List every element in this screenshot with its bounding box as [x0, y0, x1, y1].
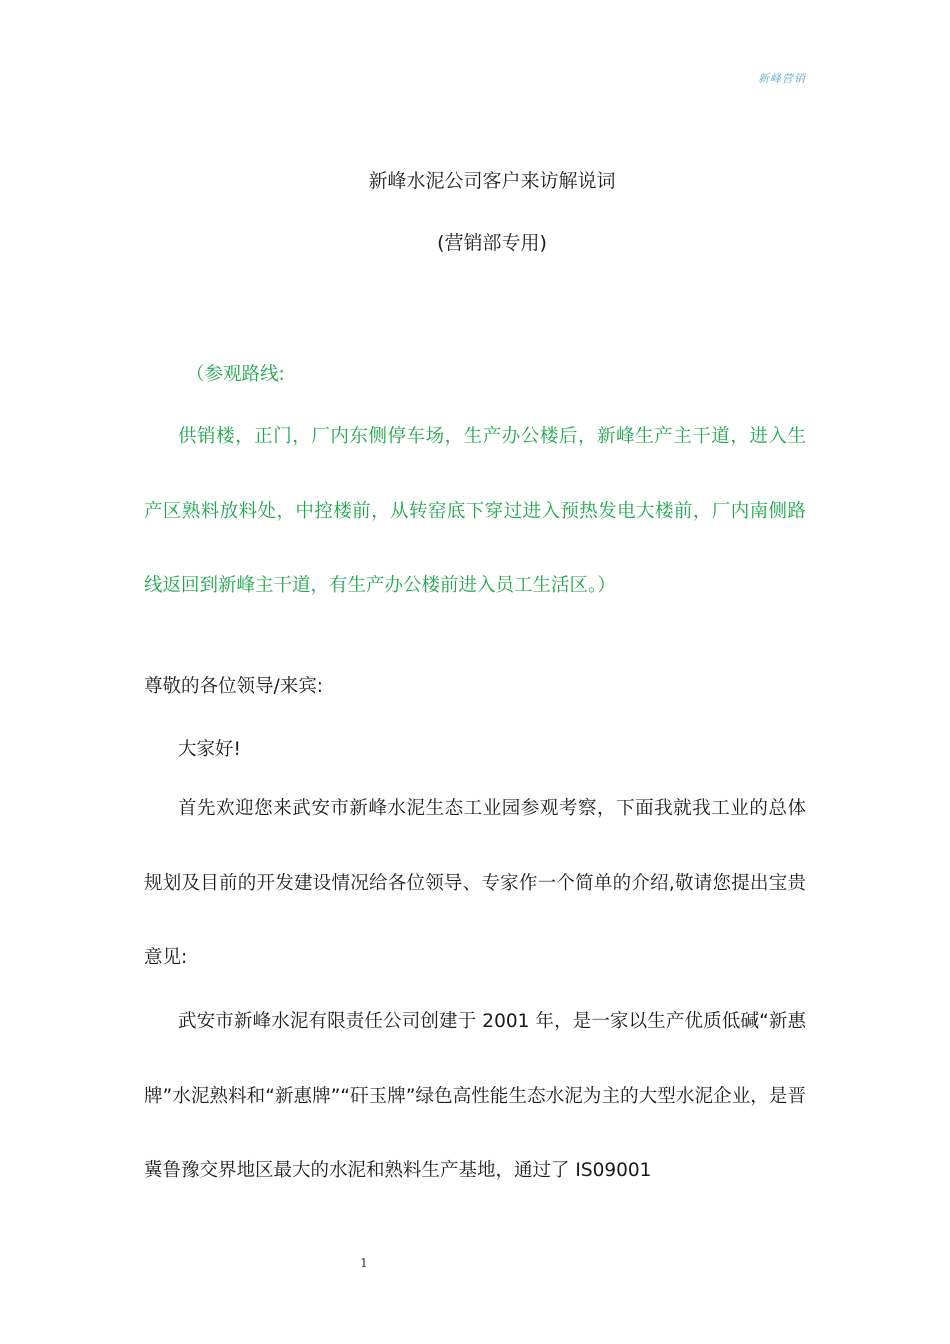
salutation: 大家好!: [178, 739, 241, 760]
paragraph-welcome: 首先欢迎您来武安市新峰水泥生态工业园参观考察，下面我就我工业的总体规划及目前的开发建设情况给各位领导、专家作一个简单的介绍,敬请您提出宝贵意见:: [144, 798, 806, 968]
header-brand-logo: 新峰营销: [758, 72, 806, 85]
page-number: 1: [360, 1256, 368, 1270]
document-subtitle: (营销部专用): [437, 232, 547, 254]
greeting: 尊敬的各位领导/来宾:: [144, 676, 323, 697]
document-title: 新峰水泥公司客户来访解说词: [368, 170, 616, 192]
paragraph-company-intro: 武安市新峰水泥有限责任公司创建于 2001 年，是一家以生产优质低碱“新惠牌”水泥熟料和“新惠牌”“矸玉牌”绿色高性能生态水泥为主的大型水泥企业，是晋冀鲁豫交界地区最大的水泥和熟料生产基地，通过了 IS09001: [144, 1011, 806, 1181]
route-intro: （参观路线:: [186, 364, 285, 385]
route-description: 供销楼，正门，厂内东侧停车场，生产办公楼后，新峰生产主干道，进入生产区熟料放料处，中控楼前，从转窑底下穿过进入预热发电大楼前，厂内南侧路线返回到新峰主干道，有生产办公楼前进入员工生活区。）: [144, 426, 806, 596]
